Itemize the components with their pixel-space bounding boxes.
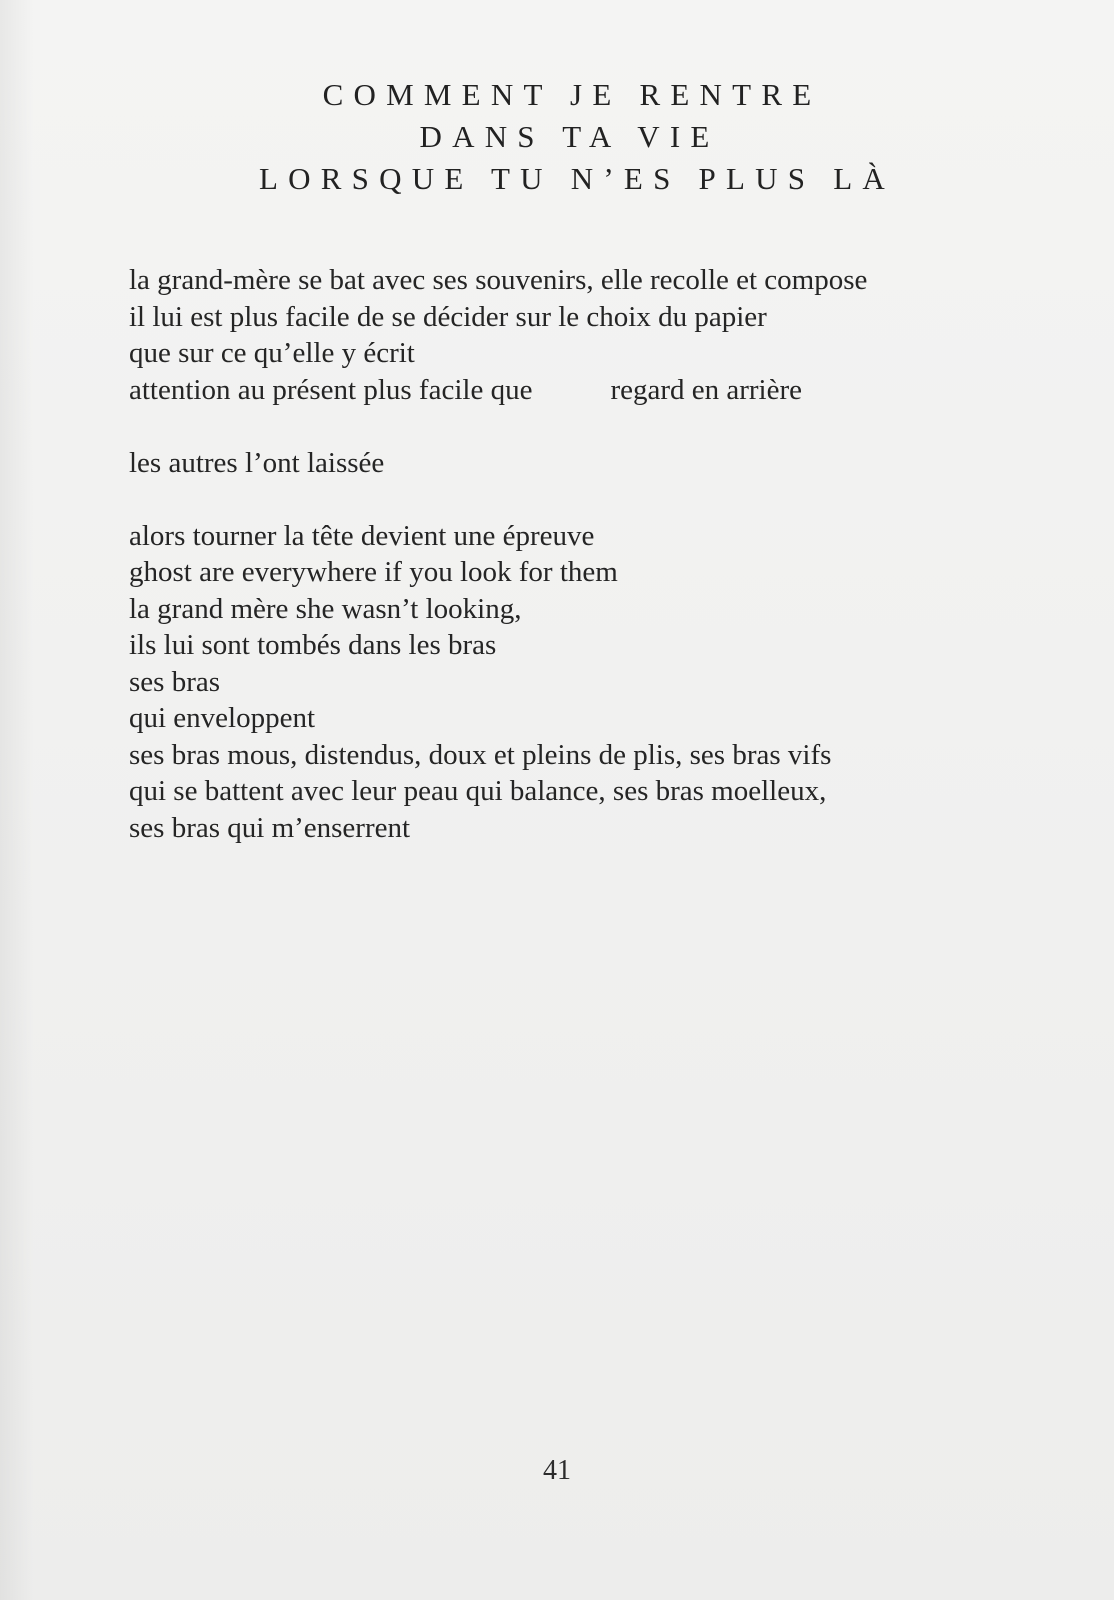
stanza-1 — [129, 262, 1029, 408]
poem-line: ses bras qui m’enserrent — [129, 811, 411, 844]
page-number: 41 — [543, 1455, 571, 1486]
poem-line: la grand mère she wasn’t looking, — [129, 592, 522, 625]
poem-line: il lui est plus facile de se décider sur le choix du papier — [129, 300, 767, 333]
poem-line-with-gap — [129, 372, 1029, 409]
poem-line: ils lui sont tombés dans les bras — [129, 629, 497, 661]
poem-line: qui enveloppent — [129, 702, 316, 734]
title-line-2: DANS TA VIE — [419, 119, 720, 154]
poem-line: ses bras mous, distendus, doux et pleins de plis, ses bras vifs — [129, 738, 832, 771]
poem-line-fragment: attention au présent plus facile que — [129, 373, 533, 406]
title-line-3: LORSQUE TU N’ES PLUS LÀ — [258, 161, 896, 196]
poem-line: les autres l’ont laissée — [129, 446, 385, 479]
poem-line: ghost are everywhere if you look for them — [129, 556, 618, 588]
poem-line: alors tourner la tête devient une épreuve — [129, 519, 595, 552]
poem-line: que sur ce qu’elle y écrit — [129, 337, 415, 369]
poem-line-fragment: regard en arrière — [610, 373, 803, 406]
poem-line: qui se battent avec leur peau qui balance, ses bras moelleux, — [129, 775, 827, 807]
title-line-1: COMMENT JE RENTRE — [322, 77, 822, 112]
stanza-3 — [129, 518, 1029, 847]
poem-title — [0, 74, 1114, 200]
poem-line: ses bras — [129, 665, 221, 698]
stanza-2 — [129, 445, 1029, 482]
poem-line: la grand-mère se bat avec ses souvenirs, elle recolle et compose — [129, 264, 868, 296]
poem-text — [129, 262, 1029, 883]
